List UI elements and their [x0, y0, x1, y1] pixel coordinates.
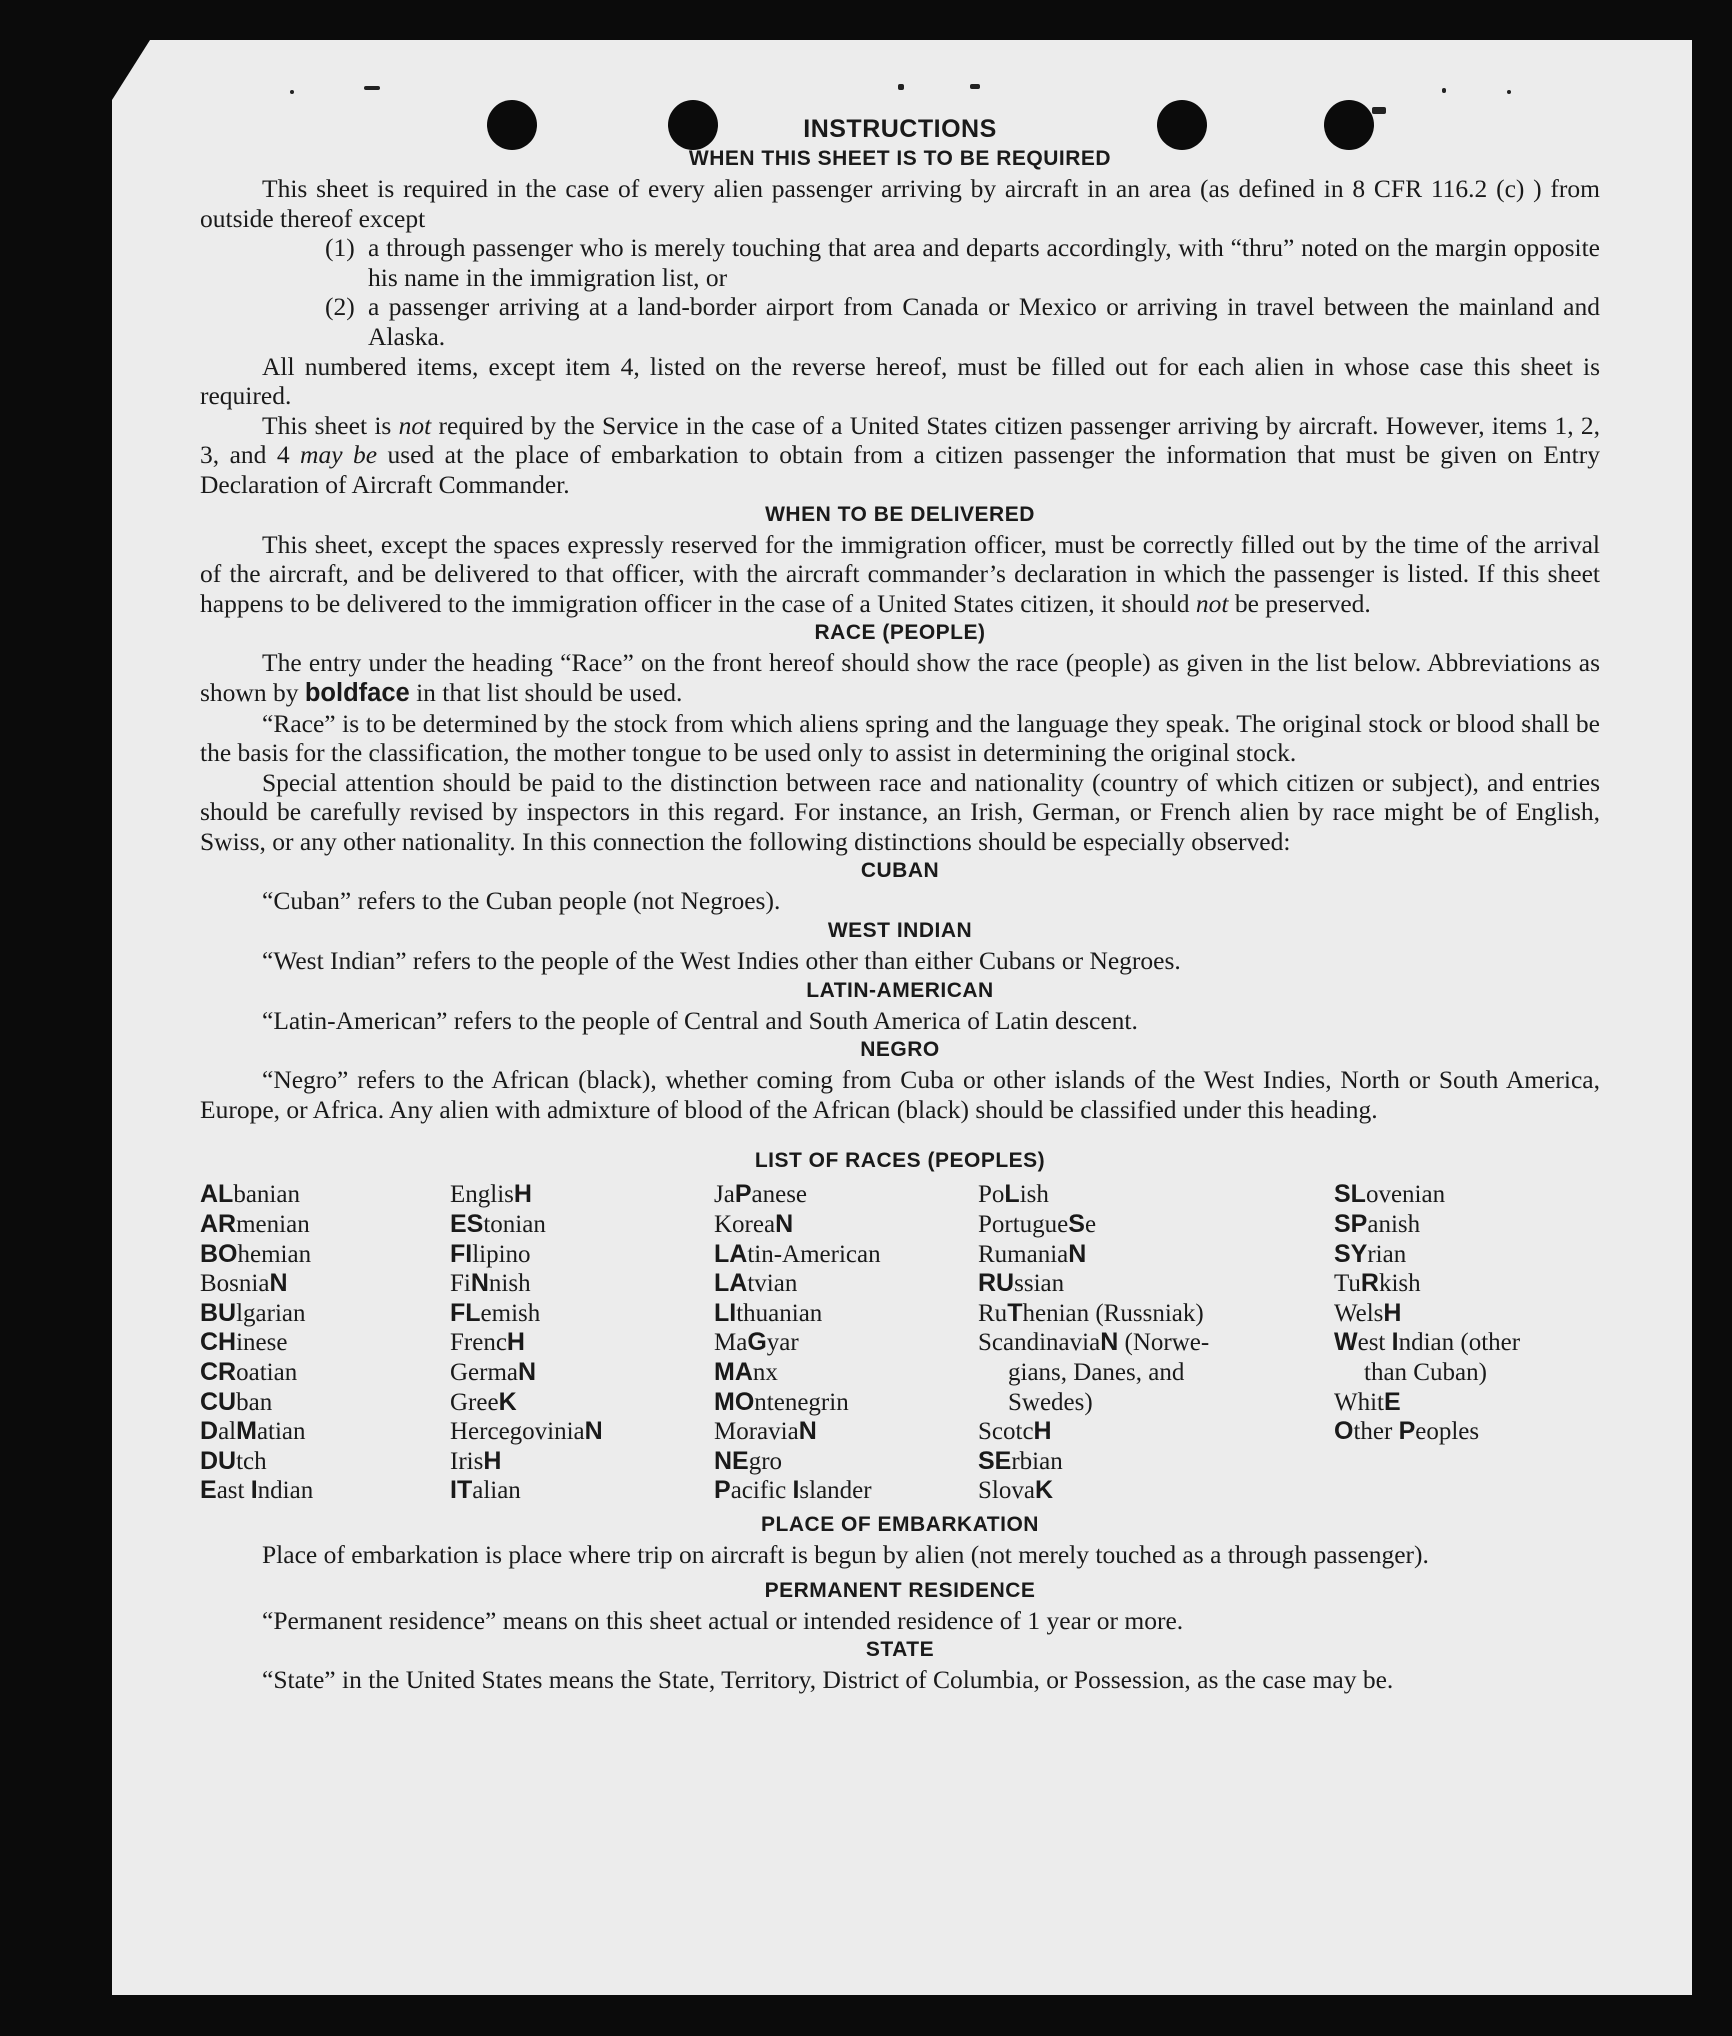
race-text: Whit: [1334, 1388, 1384, 1416]
race-text: hemian: [237, 1240, 312, 1268]
definition: “West Indian” refers to the people of the West Indies other than either Cubans or Negroes.: [262, 946, 1181, 976]
race-abbrev: O: [1334, 1417, 1354, 1446]
race-entry: [714, 1180, 978, 1210]
race-abbrev: E: [200, 1476, 217, 1505]
race-abbrev: N: [798, 1417, 817, 1446]
instructions-text: [200, 114, 1600, 1695]
race-entry: [200, 1328, 450, 1358]
text-run: The entry under the heading “Race” on the front hereof should show the race (people) as given in the list below. Abbreviations as shown by: [200, 648, 1600, 707]
race-text: ovenian: [1365, 1181, 1446, 1209]
page-title: INSTRUCTIONS: [803, 115, 997, 143]
race-entry: [714, 1447, 978, 1477]
race-abbrev: I: [250, 1476, 258, 1505]
race-abbrev: AR: [200, 1210, 237, 1239]
bold-word: boldface: [304, 678, 410, 707]
section-heading: CUBAN: [860, 859, 940, 883]
race-entry: [450, 1447, 714, 1477]
speck: [1507, 90, 1511, 94]
speck: [364, 86, 380, 90]
race-abbrev: IT: [450, 1476, 473, 1505]
race-text: al: [218, 1418, 237, 1446]
emphasis: not: [1195, 588, 1229, 618]
paragraph: “Negro” refers to the African (black), whether coming from Cuba or other islands of the West Indies, North or South America, Europe, or Africa. Any alien with admixture of blood of the African (black) should be classified under this heading.: [200, 1065, 1600, 1124]
race-abbrev: W: [1334, 1328, 1358, 1357]
race-entry: [978, 1358, 1334, 1388]
race-text: tch: [236, 1447, 267, 1475]
race-abbrev: N: [1068, 1239, 1087, 1268]
speck: [898, 84, 904, 90]
definition: “Cuban” refers to the Cuban people (not Negroes).: [262, 886, 781, 916]
race-entry: [714, 1269, 978, 1299]
race-entry: [1334, 1210, 1600, 1240]
race-text: atian: [256, 1418, 306, 1446]
race-text: alian: [472, 1477, 521, 1505]
paragraph: “Race” is to be determined by the stock from which aliens spring and the language they speak. The original stock or blood shall be the basis for the classification, the mother tongue to be used only to assist in determining the original stock.: [200, 708, 1600, 768]
paragraph: [200, 411, 1600, 500]
race-abbrev: E: [1384, 1387, 1401, 1416]
race-entry: [714, 1240, 978, 1270]
race-entry: [978, 1476, 1334, 1506]
race-abbrev: CU: [200, 1387, 237, 1416]
race-column: [978, 1180, 1334, 1506]
race-column: [1334, 1180, 1600, 1506]
race-text: eoples: [1415, 1418, 1480, 1446]
paragraph: [200, 648, 1600, 708]
race-abbrev: FI: [450, 1239, 473, 1268]
race-abbrev: P: [734, 1180, 752, 1209]
race-entry: [450, 1299, 714, 1329]
race-abbrev: CR: [200, 1358, 237, 1386]
speck: [1442, 88, 1446, 93]
race-text: emish: [480, 1299, 541, 1327]
race-text: than Cuban): [1364, 1359, 1487, 1386]
item-text: a passenger arriving at a land-border airport from Canada or Mexico or arriving in travel between the mainland and Alaska.: [368, 292, 1600, 351]
race-text: Frenc: [450, 1329, 507, 1357]
race-abbrev: D: [200, 1417, 219, 1446]
race-abbrev: K: [498, 1387, 517, 1416]
text-run: required by the Service in the case of a United States citizen passenger arriving by aircraft. However, items 1, 2, 3, and 4: [200, 410, 1600, 470]
paragraph: [200, 530, 1600, 619]
race-text: gians, Danes, and: [1008, 1359, 1185, 1386]
race-entry: [978, 1299, 1334, 1329]
paragraph: All numbered items, except item 4, listed on the reverse hereof, must be filled out for each alien in whose case this sheet is required.: [200, 351, 1600, 411]
section-heading: NEGRO: [860, 1038, 940, 1062]
race-text: ish: [1019, 1181, 1049, 1209]
race-entry: [1334, 1240, 1600, 1270]
race-abbrev: K: [1034, 1476, 1054, 1505]
race-entry: [200, 1180, 450, 1210]
list-item: [325, 292, 1600, 351]
race-entry: [450, 1180, 714, 1210]
section-heading: PERMANENT RESIDENCE: [764, 1578, 1036, 1602]
race-text: ast: [216, 1477, 251, 1505]
race-text: anish: [1367, 1211, 1421, 1239]
race-abbrev: H: [513, 1180, 532, 1209]
race-entry: [714, 1476, 978, 1506]
race-abbrev: MA: [714, 1358, 753, 1386]
race-abbrev: SE: [978, 1446, 1012, 1475]
race-entry: [978, 1180, 1334, 1210]
race-abbrev: S: [1068, 1210, 1085, 1239]
text-run: be preserved.: [1228, 588, 1371, 618]
race-text: (Norwe-: [1118, 1329, 1210, 1357]
race-abbrev: N: [470, 1269, 489, 1298]
race-abbrev: N: [518, 1358, 537, 1386]
race-abbrev: H: [1383, 1298, 1402, 1327]
race-text: kish: [1378, 1270, 1421, 1298]
text-run: This sheet, except the spaces expressly reserved for the immigration officer, must be correctly filled out by the time of the arrival of the aircraft, and be delivered to that officer, with the aircraft commander’s declaration in which the passenger is listed. If this sheet happens to be delivered to the immigration officer in the case of a United States citizen, it should: [200, 529, 1600, 618]
race-text: ban: [236, 1388, 273, 1416]
race-entry: [978, 1417, 1334, 1447]
race-entry: [714, 1388, 978, 1418]
race-abbrev: L: [1004, 1180, 1020, 1209]
race-text: tin-American: [747, 1240, 881, 1268]
list-item: [325, 233, 1600, 292]
paragraph: Special attention should be paid to the distinction between race and nationality (country of which citizen or subject), and entries should be carefully revised by inspectors in this regard. For instance, an Irish, German, or French alien by race might be of English, Swiss, or any other nationality. In this connection the following distinctions should be especially observed:: [200, 767, 1600, 856]
race-text: Slova: [978, 1477, 1035, 1505]
race-abbrev: H: [483, 1446, 502, 1475]
race-abbrev: H: [1033, 1417, 1052, 1446]
definition: “Latin-American” refers to the people of Central and South America of Latin descent.: [262, 1005, 1138, 1035]
race-abbrev: N: [775, 1210, 794, 1239]
race-text: lipino: [472, 1240, 531, 1268]
race-abbrev: P: [1398, 1417, 1416, 1446]
speck: [970, 84, 980, 89]
speck: [290, 90, 294, 94]
section-heading: LATIN-AMERICAN: [806, 978, 994, 1002]
race-entry: [200, 1358, 450, 1388]
race-entry: [200, 1210, 450, 1240]
race-text: Tu: [1334, 1270, 1361, 1298]
race-abbrev: I: [792, 1476, 800, 1505]
race-text: lgarian: [236, 1299, 306, 1327]
race-abbrev: I: [1391, 1328, 1399, 1357]
item-number: (2): [325, 292, 355, 322]
race-entry: [450, 1269, 714, 1299]
race-text: Scandinavia: [978, 1329, 1101, 1357]
race-entry: [978, 1269, 1334, 1299]
race-text: oatian: [236, 1359, 298, 1386]
race-entry: [714, 1328, 978, 1358]
race-abbrev: AL: [200, 1180, 234, 1209]
race-entry: [200, 1447, 450, 1477]
section-heading: LIST OF RACES (PEOPLES): [754, 1149, 1046, 1173]
race-abbrev: P: [714, 1476, 731, 1505]
race-entry: [200, 1476, 450, 1506]
text-run: used at the place of embarkation to obtain from a citizen passenger the information that must be given on Entry Declaration of Aircraft Commander.: [200, 440, 1600, 499]
race-entry: [1334, 1358, 1600, 1388]
race-text: Rumania: [978, 1240, 1069, 1268]
section-heading: RACE (PEOPLE): [814, 621, 986, 645]
race-entry: [450, 1476, 714, 1506]
race-abbrev: LA: [714, 1239, 748, 1268]
race-entry: [978, 1447, 1334, 1477]
race-abbrev: DU: [200, 1446, 237, 1475]
race-entry: [450, 1240, 714, 1270]
race-column: [714, 1180, 978, 1506]
race-text: ntenegrin: [754, 1388, 849, 1416]
race-text: Englis: [450, 1181, 514, 1209]
race-abbrev: FL: [450, 1298, 481, 1327]
race-text: henian (Russniak): [1022, 1299, 1204, 1327]
definition: “Permanent residence” means on this sheet actual or intended residence of 1 year or more.: [262, 1605, 1184, 1635]
race-abbrev: CH: [200, 1328, 237, 1357]
race-entry: [450, 1210, 714, 1240]
race-text: anese: [751, 1181, 808, 1209]
race-entry: [200, 1388, 450, 1418]
race-entry: [200, 1240, 450, 1270]
race-abbrev: R: [1360, 1269, 1379, 1298]
race-entry: [200, 1269, 450, 1299]
race-text: ssian: [1014, 1270, 1065, 1298]
race-entry: [978, 1240, 1334, 1270]
race-text: rian: [1367, 1240, 1407, 1268]
race-text: Ja: [714, 1181, 735, 1209]
race-entry: [714, 1358, 978, 1388]
race-text: ndian: [257, 1477, 314, 1505]
section-heading: STATE: [865, 1638, 935, 1662]
emphasis: not: [398, 410, 432, 440]
item-text: a through passenger who is merely touching that area and departs accordingly, with “thru” noted on the margin opposite his name in the immigration list, or: [368, 233, 1600, 292]
race-column: [200, 1180, 450, 1506]
race-text: Moravia: [714, 1418, 799, 1446]
race-text: slander: [799, 1477, 872, 1505]
race-text: e: [1084, 1211, 1097, 1239]
race-text: ndian (other: [1398, 1329, 1521, 1357]
race-list: [200, 1180, 1600, 1506]
race-abbrev: H: [506, 1328, 525, 1357]
race-entry: [1334, 1269, 1600, 1299]
race-abbrev: RU: [978, 1269, 1015, 1298]
race-text: Gree: [450, 1388, 499, 1416]
race-text: Swedes): [1008, 1388, 1093, 1416]
race-text: Germa: [450, 1359, 519, 1386]
race-abbrev: ES: [450, 1210, 484, 1239]
section-heading: WEST INDIAN: [827, 919, 973, 943]
race-text: Bosnia: [200, 1270, 270, 1298]
race-text: rbian: [1011, 1447, 1063, 1475]
race-text: yar: [766, 1329, 799, 1357]
race-entry: [200, 1417, 450, 1447]
race-entry: [978, 1388, 1334, 1418]
race-entry: [1334, 1388, 1600, 1418]
race-abbrev: N: [1100, 1328, 1119, 1357]
race-abbrev: N: [269, 1269, 288, 1298]
race-text: Wels: [1334, 1299, 1384, 1327]
race-abbrev: BO: [200, 1239, 238, 1268]
race-entry: [714, 1210, 978, 1240]
race-text: Scotc: [978, 1418, 1034, 1446]
race-text: acific: [730, 1477, 793, 1505]
paragraph: “State” in the United States means the State, Territory, District of Columbia, or Possession, as the case may be.: [262, 1665, 1394, 1695]
race-text: menian: [236, 1211, 310, 1239]
race-abbrev: LA: [714, 1269, 748, 1298]
race-text: Iris: [450, 1447, 484, 1475]
race-entry: [978, 1210, 1334, 1240]
section-heading: WHEN THIS SHEET IS TO BE REQUIRED: [688, 147, 1112, 170]
race-text: Po: [978, 1181, 1005, 1209]
race-abbrev: G: [747, 1328, 767, 1357]
paragraph: Place of embarkation is place where trip on aircraft is begun by alien (not merely touched as a through passenger).: [262, 1539, 1429, 1569]
section-heading: PLACE OF EMBARKATION: [761, 1512, 1039, 1536]
race-entry: [714, 1417, 978, 1447]
race-entry: [1334, 1180, 1600, 1210]
race-abbrev: N: [584, 1417, 603, 1446]
race-abbrev: NE: [714, 1446, 749, 1475]
race-abbrev: LI: [714, 1298, 737, 1327]
race-text: Ru: [978, 1299, 1008, 1327]
race-text: nx: [752, 1359, 778, 1386]
race-entry: [1334, 1417, 1600, 1447]
race-text: Ma: [714, 1329, 748, 1357]
race-abbrev: MO: [714, 1387, 755, 1416]
speck: [1372, 107, 1386, 114]
race-abbrev: BU: [200, 1298, 237, 1327]
race-entry: [1334, 1299, 1600, 1329]
race-text: tonian: [483, 1211, 546, 1239]
race-entry: [450, 1417, 714, 1447]
race-entry: [450, 1328, 714, 1358]
race-abbrev: SP: [1334, 1210, 1368, 1239]
race-text: Portugue: [978, 1211, 1069, 1239]
race-text: Korea: [714, 1211, 776, 1239]
paragraph: This sheet is required in the case of every alien passenger arriving by aircraft in an area (as defined in 8 CFR 116.2 (c) ) from outside thereof except: [200, 174, 1600, 233]
text-run: This sheet is: [262, 410, 399, 440]
race-text: Fi: [450, 1270, 471, 1298]
race-text: banian: [233, 1181, 300, 1209]
race-text: thuanian: [736, 1299, 823, 1327]
race-entry: [450, 1358, 714, 1388]
race-text: nish: [488, 1270, 531, 1298]
section-heading: WHEN TO BE DELIVERED: [765, 502, 1035, 526]
race-entry: [1334, 1328, 1600, 1358]
text-run: in that list should be used.: [409, 677, 683, 707]
race-entry: [200, 1299, 450, 1329]
race-column: [450, 1180, 714, 1506]
emphasis: may be: [300, 440, 378, 470]
race-abbrev: M: [236, 1417, 257, 1446]
race-entry: [450, 1388, 714, 1418]
race-entry: [978, 1328, 1334, 1358]
race-abbrev: SY: [1334, 1239, 1368, 1268]
race-entry: [714, 1299, 978, 1329]
race-text: gro: [748, 1447, 783, 1475]
race-text: Hercegovinia: [450, 1418, 585, 1446]
race-abbrev: T: [1007, 1298, 1023, 1327]
item-number: (1): [325, 233, 355, 263]
race-text: tvian: [747, 1270, 798, 1298]
race-abbrev: SL: [1334, 1180, 1366, 1209]
race-text: ther: [1353, 1418, 1399, 1446]
race-text: est: [1357, 1329, 1392, 1357]
race-text: inese: [236, 1329, 288, 1357]
